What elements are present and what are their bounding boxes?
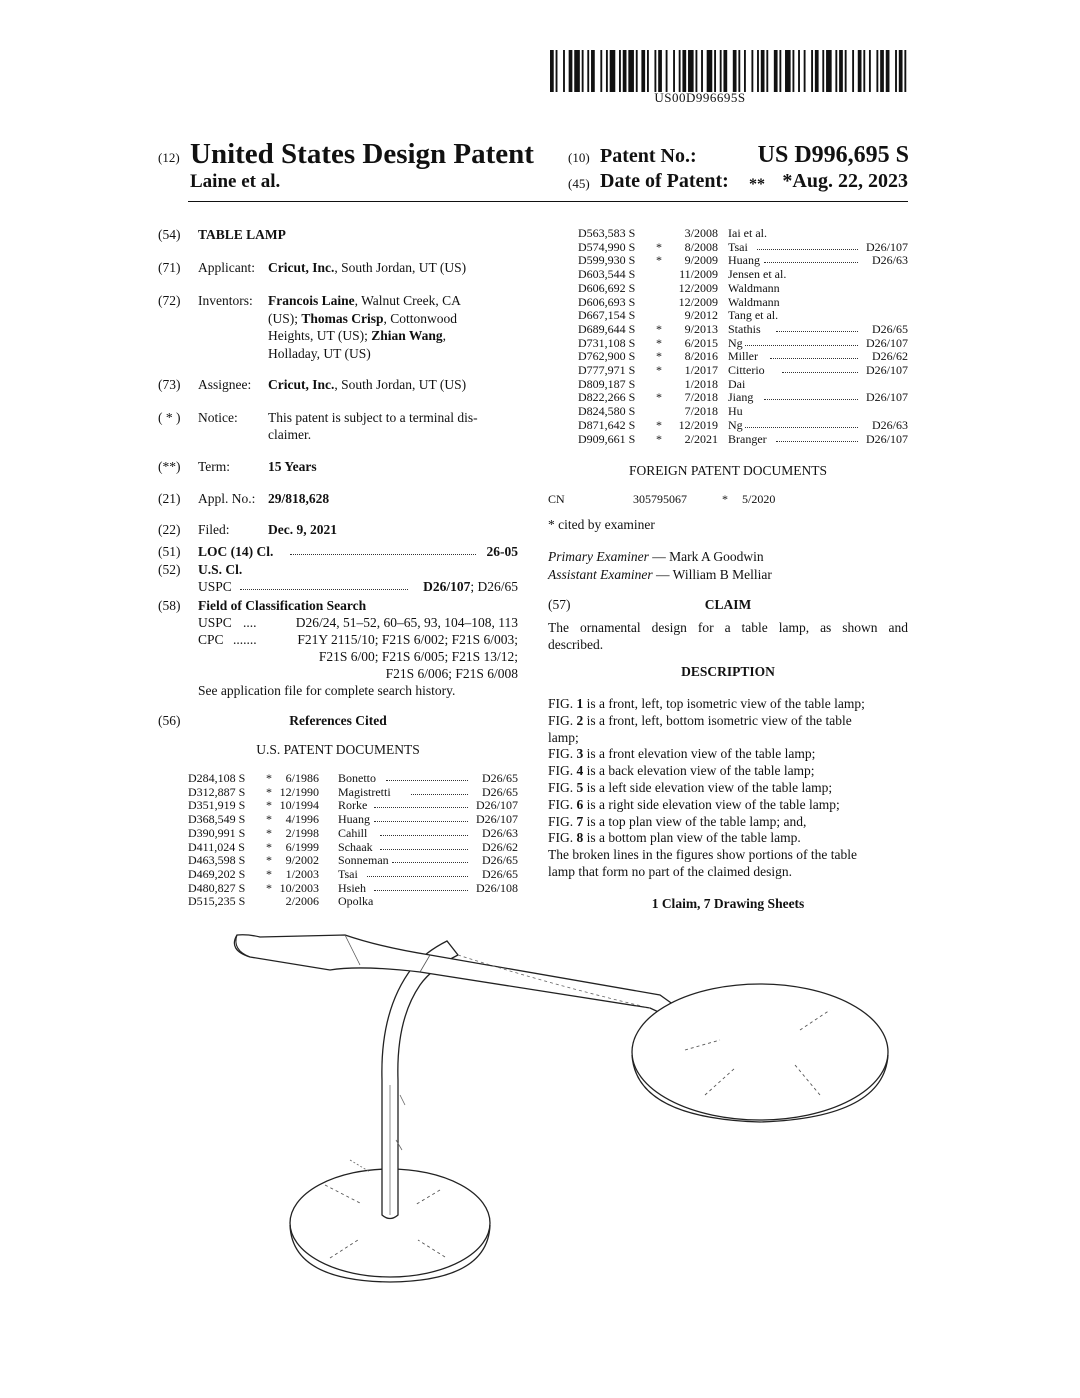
us-docs-heading: U.S. PATENT DOCUMENTS bbox=[256, 742, 420, 757]
foreign-star: * bbox=[722, 492, 728, 506]
uspc-label: USPC bbox=[198, 579, 232, 594]
reference-name: Magistretti bbox=[338, 784, 391, 799]
inventor-location: Heights, UT (US); bbox=[268, 328, 372, 343]
reference-number: D762,900 S bbox=[578, 349, 636, 364]
reference-name: Cahill bbox=[338, 825, 368, 840]
term-label: Term: bbox=[198, 459, 231, 474]
filed-label: Filed: bbox=[198, 522, 230, 537]
code-71: (71) bbox=[158, 260, 181, 275]
reference-star: * bbox=[656, 239, 662, 254]
foreign-date: 5/2020 bbox=[742, 492, 776, 506]
figure-number: 5 bbox=[576, 779, 584, 795]
term-code: (**) bbox=[158, 459, 181, 474]
reference-class: D26/62 bbox=[482, 839, 518, 854]
description-text-part: FIG. bbox=[548, 830, 577, 846]
reference-date: 1/2003 bbox=[285, 866, 319, 881]
reference-date: 9/2013 bbox=[684, 321, 718, 336]
reference-name: Tsai bbox=[338, 866, 358, 881]
reference-star: * bbox=[656, 335, 662, 350]
description-text-part: FIG. bbox=[548, 696, 577, 711]
figure-number: 4 bbox=[576, 763, 584, 779]
description-text-part: is a left side elevation view of the table lamp; bbox=[583, 779, 833, 795]
claim-line: The ornamental design for a table lamp, as shown and bbox=[548, 620, 908, 635]
code-72: (72) bbox=[158, 293, 181, 308]
applicant-location: , South Jordan, UT (US) bbox=[334, 260, 467, 275]
assistant-examiner-name: — William B Melliar bbox=[652, 567, 772, 582]
reference-star: * bbox=[266, 839, 272, 854]
reference-class: D26/65 bbox=[482, 771, 518, 785]
reference-name: Opolka bbox=[338, 894, 374, 909]
description-text-part: FIG. bbox=[548, 796, 577, 812]
reference-date: 10/1994 bbox=[279, 798, 319, 813]
reference-name: Waldmann bbox=[728, 294, 780, 309]
cpc-line: F21Y 2115/10; F21S 6/002; F21S 6/003; bbox=[297, 632, 518, 647]
figure-number: 3 bbox=[576, 746, 584, 762]
cpc-line: F21S 6/006; F21S 6/008 bbox=[385, 666, 518, 681]
reference-star: * bbox=[656, 253, 662, 268]
notice-code: ( * ) bbox=[158, 410, 181, 425]
reference-star: * bbox=[656, 321, 662, 336]
reference-number: D515,235 S bbox=[188, 894, 246, 909]
code-45: (45) bbox=[568, 176, 590, 191]
reference-number: D606,692 S bbox=[578, 280, 636, 295]
description-text-part: is a bottom plan view of the table lamp. bbox=[583, 830, 801, 846]
inventor-location: , Walnut Creek, CA bbox=[354, 293, 461, 308]
reference-name: Hu bbox=[728, 404, 743, 419]
notice-line: This patent is subject to a terminal dis- bbox=[268, 410, 478, 425]
document-type: United States Design Patent bbox=[190, 138, 534, 170]
reference-star: * bbox=[266, 798, 272, 813]
appl-no-label: Appl. No.: bbox=[198, 491, 256, 506]
loc-value: 26-05 bbox=[486, 544, 518, 559]
reference-date: 7/2018 bbox=[684, 390, 718, 405]
assignee-name: Cricut, Inc. bbox=[268, 377, 335, 392]
reference-star: * bbox=[266, 784, 272, 799]
reference-date: 6/2015 bbox=[684, 335, 718, 350]
claim-heading: CLAIM bbox=[704, 597, 752, 612]
reference-star: * bbox=[266, 880, 272, 895]
reference-number: D463,598 S bbox=[188, 853, 246, 868]
reference-number: D731,108 S bbox=[578, 335, 636, 350]
reference-class: D26/107 bbox=[866, 239, 908, 254]
code-51: (51) bbox=[158, 544, 181, 559]
applicants-short: Laine et al. bbox=[190, 171, 281, 192]
reference-number: D574,990 S bbox=[578, 239, 636, 254]
description-text-part: The broken lines in the figures show portions of the table bbox=[548, 847, 857, 863]
reference-name: Jiang bbox=[728, 390, 754, 405]
reference-star: * bbox=[266, 771, 272, 785]
reference-name: Ng bbox=[728, 335, 743, 350]
reference-number: D909,661 S bbox=[578, 431, 636, 446]
reference-class: D26/62 bbox=[872, 349, 908, 364]
reference-star: * bbox=[266, 812, 272, 827]
notice-label: Notice: bbox=[198, 410, 238, 425]
us-cl-label: U.S. Cl. bbox=[198, 562, 243, 577]
reference-name: Branger bbox=[728, 431, 767, 446]
assignee-label: Assignee: bbox=[198, 377, 252, 392]
reference-date: 1/2018 bbox=[684, 376, 718, 391]
reference-number: D351,919 S bbox=[188, 798, 246, 813]
reference-number: D480,827 S bbox=[188, 880, 246, 895]
reference-date: 9/2002 bbox=[285, 853, 319, 868]
code-12: (12) bbox=[158, 150, 180, 165]
applicant-label: Applicant: bbox=[198, 260, 255, 275]
code-10: (10) bbox=[568, 150, 590, 165]
reference-name: Rorke bbox=[338, 798, 368, 813]
search-field-label: Field of Classification Search bbox=[198, 598, 367, 613]
reference-class: D26/107 bbox=[866, 390, 908, 405]
references-heading: References Cited bbox=[289, 713, 387, 728]
search-cpc-label: CPC bbox=[198, 632, 224, 647]
reference-date: 9/2012 bbox=[684, 308, 718, 323]
reference-date: 12/2009 bbox=[678, 280, 718, 295]
reference-number: D563,583 S bbox=[578, 226, 636, 240]
reference-class: D26/65 bbox=[482, 784, 518, 799]
appl-no: 29/818,628 bbox=[268, 491, 330, 506]
inventor-location: , bbox=[442, 328, 447, 343]
primary-examiner-label: Primary Examiner bbox=[548, 549, 649, 564]
lamp-arm bbox=[234, 935, 688, 1022]
reference-name: Stathis bbox=[728, 321, 761, 336]
reference-date: 12/1990 bbox=[279, 784, 319, 799]
code-57: (57) bbox=[548, 597, 571, 612]
reference-star: * bbox=[656, 363, 662, 377]
loc-label: LOC (14) Cl. bbox=[198, 544, 274, 559]
code-56: (56) bbox=[158, 713, 181, 728]
reference-date: 10/2003 bbox=[279, 880, 319, 895]
reference-date: 1/2017 bbox=[684, 363, 718, 377]
reference-number: D777,971 S bbox=[578, 363, 636, 377]
reference-star: * bbox=[656, 349, 662, 364]
reference-name: Miller bbox=[728, 349, 758, 364]
code-54: (54) bbox=[158, 227, 181, 242]
reference-class: D26/107 bbox=[476, 798, 518, 813]
reference-date: 8/2016 bbox=[684, 349, 718, 364]
search-cpc-dots: ....... bbox=[233, 632, 257, 647]
description-text-part: is a top plan view of the table lamp; and, bbox=[583, 813, 807, 829]
assistant-examiner-label: Assistant Examiner bbox=[548, 567, 653, 582]
reference-class: D26/63 bbox=[872, 417, 908, 432]
cpc-line: F21S 6/00; F21S 6/005; F21S 13/12; bbox=[318, 649, 518, 664]
reference-number: D667,154 S bbox=[578, 308, 636, 323]
reference-name: Huang bbox=[728, 253, 760, 268]
inventor-location: (US); bbox=[268, 310, 302, 326]
description-text-part: FIG. bbox=[548, 813, 577, 829]
search-uspc-dots: .... bbox=[243, 615, 257, 630]
reference-class: D26/65 bbox=[482, 853, 518, 868]
reference-number: D284,108 S bbox=[188, 771, 246, 785]
reference-class: D26/107 bbox=[476, 812, 518, 827]
reference-number: D824,580 S bbox=[578, 404, 636, 419]
code-21: (21) bbox=[158, 491, 181, 506]
figure-number: 2 bbox=[576, 712, 584, 728]
reference-date: 7/2018 bbox=[684, 404, 718, 419]
reference-name: Sonneman bbox=[338, 853, 389, 868]
reference-number: D411,024 S bbox=[188, 839, 245, 854]
reference-number: D390,991 S bbox=[188, 825, 246, 840]
reference-date: 2/2021 bbox=[684, 431, 718, 446]
reference-class: D26/108 bbox=[476, 880, 518, 895]
reference-number: D822,266 S bbox=[578, 390, 636, 405]
reference-name: Schaak bbox=[338, 839, 373, 854]
reference-name: Jensen et al. bbox=[728, 267, 787, 282]
search-note: See application file for complete search history. bbox=[198, 683, 456, 698]
reference-star: * bbox=[656, 431, 662, 446]
reference-date: 2/2006 bbox=[285, 894, 319, 909]
description-text-part: is a front elevation view of the table lamp; bbox=[583, 746, 816, 762]
reference-number: D689,644 S bbox=[578, 321, 636, 336]
reference-name: Ng bbox=[728, 417, 743, 432]
term-value: 15 Years bbox=[268, 459, 317, 474]
reference-number: D469,202 S bbox=[188, 866, 246, 881]
inventor-location: , Cottonwood bbox=[383, 310, 458, 326]
reference-date: 6/1986 bbox=[285, 771, 319, 785]
description-text-part: FIG. bbox=[548, 763, 577, 779]
reference-name: Waldmann bbox=[728, 280, 780, 295]
description-text-part: lamp that form no part of the claimed design. bbox=[548, 863, 793, 879]
code-73: (73) bbox=[158, 377, 181, 392]
reference-date: 12/2019 bbox=[678, 417, 718, 432]
reference-star: * bbox=[656, 417, 662, 432]
description-text-part: is a right side elevation view of the table lamp; bbox=[583, 796, 840, 812]
reference-name: Tsai bbox=[728, 239, 748, 254]
reference-star: * bbox=[656, 390, 662, 405]
inventor-location: Holladay, UT (US) bbox=[268, 345, 371, 361]
reference-star: * bbox=[266, 866, 272, 881]
uspc-rest: ; D26/65 bbox=[470, 579, 518, 594]
search-uspc: D26/24, 51–52, 60–65, 93, 104–108, 113 bbox=[295, 615, 518, 630]
reference-number: D599,930 S bbox=[578, 253, 636, 268]
description-text-part: FIG. bbox=[548, 746, 577, 762]
claim-line: described. bbox=[548, 637, 604, 652]
search-uspc-label: USPC bbox=[198, 615, 232, 630]
reference-name: Hsieh bbox=[338, 880, 366, 895]
inventor-name: Francois Laine bbox=[268, 293, 355, 308]
foreign-number: 305795067 bbox=[633, 492, 687, 506]
reference-name: Tang et al. bbox=[728, 308, 779, 323]
reference-date: 9/2009 bbox=[684, 253, 718, 268]
figure-number: 1 bbox=[576, 696, 584, 711]
title: TABLE LAMP bbox=[198, 227, 286, 242]
barcode-number: US00D996695S bbox=[654, 90, 746, 105]
reference-name: Citterio bbox=[728, 363, 765, 377]
foreign-docs-heading: FOREIGN PATENT DOCUMENTS bbox=[628, 463, 828, 478]
reference-number: D312,887 S bbox=[188, 784, 246, 799]
reference-class: D26/63 bbox=[482, 825, 518, 840]
reference-name: Iai et al. bbox=[728, 226, 767, 240]
reference-star: * bbox=[266, 853, 272, 868]
reference-class: D26/65 bbox=[872, 321, 908, 336]
claims-summary: 1 Claim, 7 Drawing Sheets bbox=[651, 896, 805, 911]
notice-line: claimer. bbox=[268, 427, 312, 442]
description-text-part: FIG. bbox=[548, 779, 577, 795]
reference-class: D26/63 bbox=[872, 253, 908, 268]
reference-name: Bonetto bbox=[338, 771, 376, 785]
reference-star: * bbox=[266, 825, 272, 840]
date-marker: ** bbox=[749, 176, 765, 193]
description-text-part: lamp; bbox=[548, 729, 579, 745]
reference-class: D26/107 bbox=[866, 335, 908, 350]
description-heading: DESCRIPTION bbox=[681, 664, 775, 679]
foreign-country: CN bbox=[548, 492, 565, 506]
assignee-location: , South Jordan, UT (US) bbox=[334, 377, 467, 392]
reference-date: 3/2008 bbox=[684, 226, 718, 240]
reference-number: D368,549 S bbox=[188, 812, 246, 827]
filed-date: Dec. 9, 2021 bbox=[268, 522, 337, 537]
reference-name: Huang bbox=[338, 812, 370, 827]
inventor-name: Thomas Crisp bbox=[301, 310, 384, 326]
reference-date: 8/2008 bbox=[684, 239, 718, 254]
description-text-part: is a back elevation view of the table lamp; bbox=[583, 763, 815, 779]
applicant-name: Cricut, Inc. bbox=[268, 260, 335, 275]
code-52: (52) bbox=[158, 562, 181, 577]
date-label: Date of Patent: bbox=[600, 170, 729, 192]
reference-date: 4/1996 bbox=[285, 812, 319, 827]
inventors-label: Inventors: bbox=[198, 293, 253, 308]
reference-number: D809,187 S bbox=[578, 376, 636, 391]
figure-number: 6 bbox=[576, 796, 584, 812]
reference-number: D871,642 S bbox=[578, 417, 636, 432]
code-58: (58) bbox=[158, 598, 181, 613]
reference-date: 11/2009 bbox=[679, 267, 718, 282]
figure-number: 8 bbox=[576, 830, 584, 846]
reference-class: D26/65 bbox=[482, 866, 518, 881]
lamp-shade bbox=[632, 984, 888, 1120]
reference-name: Dai bbox=[728, 376, 746, 391]
reference-number: D606,693 S bbox=[578, 294, 636, 309]
patent-number: US D996,695 S bbox=[757, 142, 909, 168]
reference-class: D26/107 bbox=[866, 363, 908, 377]
cited-note: * cited by examiner bbox=[548, 517, 655, 532]
code-22: (22) bbox=[158, 522, 181, 537]
figure-number: 7 bbox=[576, 813, 584, 829]
reference-class: D26/107 bbox=[866, 431, 908, 446]
reference-date: 12/2009 bbox=[678, 294, 718, 309]
description-text-part: is a front, left, bottom isometric view of the table bbox=[583, 712, 852, 728]
uspc-main: D26/107 bbox=[423, 579, 471, 594]
inventor-name: Zhian Wang bbox=[371, 328, 443, 343]
patent-no-label: Patent No.: bbox=[600, 145, 697, 167]
reference-date: 6/1999 bbox=[285, 839, 319, 854]
reference-number: D603,544 S bbox=[578, 267, 636, 282]
description-text-part: FIG. bbox=[548, 712, 577, 728]
description-text-part: is a front, left, top isometric view of the table lamp; bbox=[583, 696, 865, 711]
reference-date: 2/1998 bbox=[285, 825, 319, 840]
primary-examiner-name: — Mark A Goodwin bbox=[648, 549, 764, 564]
patent-date: *Aug. 22, 2023 bbox=[782, 170, 908, 192]
